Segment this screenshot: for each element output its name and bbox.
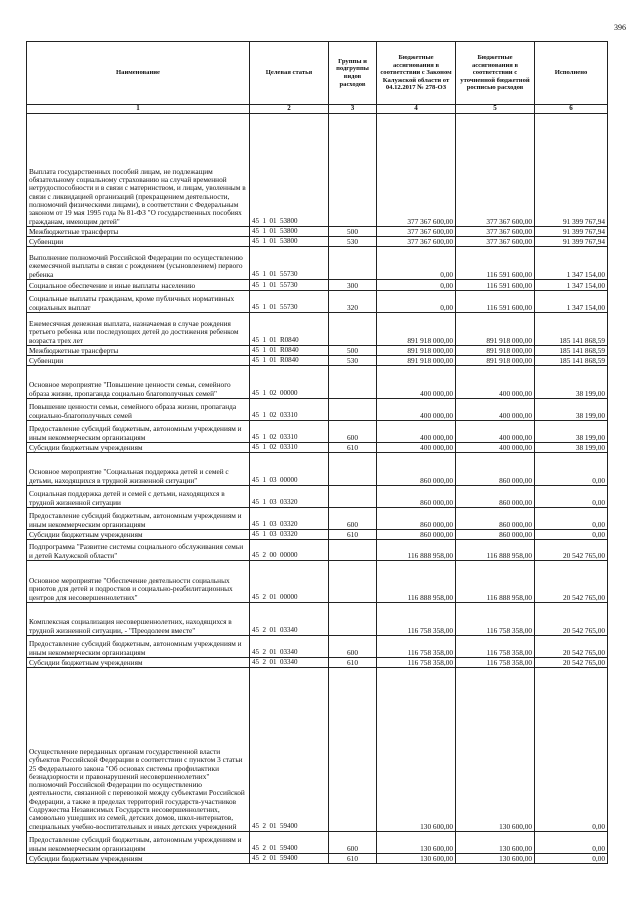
column-number: 3 [329, 105, 377, 114]
table-row [27, 291, 608, 313]
table-row [27, 421, 608, 443]
row-refined-allocation: 377 367 600,00 [456, 114, 535, 227]
row-target-article: 45 1 01 53800 [250, 237, 329, 247]
table-row [27, 356, 608, 366]
row-refined-allocation: 116 591 600,00 [456, 247, 535, 280]
row-executed: 185 141 868,59 [535, 346, 608, 356]
table-row [27, 227, 608, 237]
header-executed: Исполнено [535, 42, 608, 105]
row-expense-group: 600 [329, 421, 377, 443]
table-row [27, 114, 608, 227]
column-number: 6 [535, 105, 608, 114]
row-name: Предоставление субсидий бюджетным, автономным учреждениям и иным некоммерческим организациям [27, 421, 250, 443]
row-refined-allocation: 116 758 358,00 [456, 636, 535, 658]
row-executed: 0,00 [535, 453, 608, 486]
row-name: Ежемесячная денежная выплата, назначаемая в случае рождения третьего ребенка или последующих детей до достижения ребенком возраста трех лет [27, 313, 250, 346]
row-law-allocation: 860 000,00 [377, 486, 456, 508]
row-refined-allocation: 891 918 000,00 [456, 313, 535, 346]
row-target-article: 45 1 01 R0840 [250, 356, 329, 366]
row-executed: 1 347 154,00 [535, 291, 608, 313]
row-expense-group [329, 399, 377, 421]
column-number: 2 [250, 105, 329, 114]
row-name: Субсидии бюджетным учреждениям [27, 530, 250, 540]
row-name: Предоставление субсидий бюджетным, автономным учреждениям и иным некоммерческим организациям [27, 508, 250, 530]
column-number: 5 [456, 105, 535, 114]
header-law-allocations: Бюджетные ассигнования в соответствии с Законом Калужской области от 04.12.2017 № 278-ОЗ [377, 42, 456, 105]
row-refined-allocation: 116 758 358,00 [456, 603, 535, 636]
row-refined-allocation: 891 918 000,00 [456, 356, 535, 366]
table-row [27, 561, 608, 603]
row-law-allocation: 130 600,00 [377, 832, 456, 854]
table-row [27, 636, 608, 658]
row-target-article: 45 1 02 00000 [250, 366, 329, 399]
column-number: 1 [27, 105, 250, 114]
row-executed: 38 199,00 [535, 443, 608, 453]
row-executed: 1 347 154,00 [535, 247, 608, 280]
table-row [27, 247, 608, 280]
column-number: 4 [377, 105, 456, 114]
row-executed: 20 542 765,00 [535, 540, 608, 561]
table-row [27, 508, 608, 530]
row-law-allocation: 116 758 358,00 [377, 658, 456, 668]
row-target-article: 45 1 01 R0840 [250, 346, 329, 356]
row-expense-group [329, 453, 377, 486]
table-row [27, 854, 608, 864]
row-executed: 91 399 767,94 [535, 237, 608, 247]
table-row [27, 346, 608, 356]
row-name: Межбюджетные трансферты [27, 227, 250, 237]
row-target-article: 45 1 02 03310 [250, 421, 329, 443]
row-expense-group: 300 [329, 280, 377, 291]
row-target-article: 45 1 03 03320 [250, 530, 329, 540]
row-expense-group: 530 [329, 356, 377, 366]
row-refined-allocation: 116 591 600,00 [456, 291, 535, 313]
table-row [27, 668, 608, 832]
header-name: Наименование [27, 42, 250, 105]
row-law-allocation: 891 918 000,00 [377, 346, 456, 356]
row-executed: 20 542 765,00 [535, 561, 608, 603]
row-expense-group: 530 [329, 237, 377, 247]
table-row [27, 399, 608, 421]
row-name: Социальное обеспечение и иные выплаты населению [27, 280, 250, 291]
row-expense-group: 610 [329, 854, 377, 864]
row-name: Социальные выплаты гражданам, кроме публичных нормативных социальных выплат [27, 291, 250, 313]
row-name: Межбюджетные трансферты [27, 346, 250, 356]
row-name: Предоставление субсидий бюджетным, автономным учреждениям и иным некоммерческим организациям [27, 636, 250, 658]
row-refined-allocation: 860 000,00 [456, 453, 535, 486]
table-row [27, 280, 608, 291]
row-executed: 91 399 767,94 [535, 227, 608, 237]
row-name: Субсидии бюджетным учреждениям [27, 443, 250, 453]
row-name: Повышение ценности семьи, семейного образа жизни, пропаганда социально-благополучных семей [27, 399, 250, 421]
row-target-article: 45 1 03 03320 [250, 508, 329, 530]
row-law-allocation: 0,00 [377, 280, 456, 291]
table-row [27, 832, 608, 854]
row-executed: 0,00 [535, 508, 608, 530]
row-expense-group [329, 114, 377, 227]
table-row [27, 453, 608, 486]
row-executed: 1 347 154,00 [535, 280, 608, 291]
row-name: Субвенции [27, 356, 250, 366]
table-row [27, 540, 608, 561]
row-executed: 20 542 765,00 [535, 658, 608, 668]
row-law-allocation: 400 000,00 [377, 399, 456, 421]
row-law-allocation: 377 367 600,00 [377, 114, 456, 227]
row-refined-allocation: 116 591 600,00 [456, 280, 535, 291]
row-law-allocation: 116 888 958,00 [377, 540, 456, 561]
row-target-article: 45 1 01 55730 [250, 291, 329, 313]
row-refined-allocation: 400 000,00 [456, 399, 535, 421]
row-expense-group [329, 366, 377, 399]
table-row [27, 530, 608, 540]
row-executed: 20 542 765,00 [535, 636, 608, 658]
row-law-allocation: 891 918 000,00 [377, 313, 456, 346]
row-law-allocation: 130 600,00 [377, 854, 456, 864]
row-name: Субсидии бюджетным учреждениям [27, 854, 250, 864]
row-expense-group: 600 [329, 832, 377, 854]
row-executed: 38 199,00 [535, 421, 608, 443]
row-law-allocation: 116 758 358,00 [377, 636, 456, 658]
row-refined-allocation: 400 000,00 [456, 421, 535, 443]
row-refined-allocation: 116 888 958,00 [456, 540, 535, 561]
row-law-allocation: 130 600,00 [377, 668, 456, 832]
row-name: Выплата государственных пособий лицам, не подлежащим обязательному социальному страхованию на случай временной нетрудоспособности и в связи с материнством, и лицам, уволенным в связи с ликвидацией организаций (прекращением деятельности, полномочий физическими лицами), в соответствии с Федеральным законом от 19 мая 1995 года № 81-ФЗ "О государственных пособиях гражданам, имеющим детей" [27, 114, 250, 227]
row-law-allocation: 0,00 [377, 247, 456, 280]
row-expense-group [329, 603, 377, 636]
row-expense-group [329, 247, 377, 280]
row-law-allocation: 891 918 000,00 [377, 356, 456, 366]
row-law-allocation: 860 000,00 [377, 508, 456, 530]
row-expense-group: 610 [329, 443, 377, 453]
row-refined-allocation: 860 000,00 [456, 508, 535, 530]
row-target-article: 45 1 01 55730 [250, 280, 329, 291]
row-refined-allocation: 891 918 000,00 [456, 346, 535, 356]
row-executed: 185 141 868,59 [535, 313, 608, 346]
row-target-article: 45 2 01 59400 [250, 832, 329, 854]
row-law-allocation: 116 888 958,00 [377, 561, 456, 603]
row-law-allocation: 377 367 600,00 [377, 237, 456, 247]
row-executed: 0,00 [535, 668, 608, 832]
row-executed: 185 141 868,59 [535, 356, 608, 366]
row-executed: 20 542 765,00 [535, 603, 608, 636]
table-row [27, 366, 608, 399]
row-executed: 0,00 [535, 832, 608, 854]
row-name: Предоставление субсидий бюджетным, автономным учреждениям и иным некоммерческим организациям [27, 832, 250, 854]
row-expense-group: 600 [329, 508, 377, 530]
row-law-allocation: 116 758 358,00 [377, 603, 456, 636]
row-name: Основное мероприятие "Социальная поддержка детей и семей с детьми, находящихся в трудной жизненной ситуации" [27, 453, 250, 486]
row-refined-allocation: 400 000,00 [456, 366, 535, 399]
row-name: Выполнение полномочий Российской Федерации по осуществлению ежемесячной выплаты в связи с рождением (усыновлением) первого ребенка [27, 247, 250, 280]
row-expense-group: 500 [329, 227, 377, 237]
row-expense-group: 320 [329, 291, 377, 313]
header-refined-allocations: Бюджетные ассигнования в соответствии с уточненной бюджетной росписью расходов [456, 42, 535, 105]
row-expense-group: 600 [329, 636, 377, 658]
row-refined-allocation: 130 600,00 [456, 854, 535, 864]
row-target-article: 45 1 03 00000 [250, 453, 329, 486]
row-refined-allocation: 377 367 600,00 [456, 237, 535, 247]
row-executed: 0,00 [535, 530, 608, 540]
row-target-article: 45 2 01 03340 [250, 658, 329, 668]
header-row [27, 42, 608, 105]
row-name: Основное мероприятие "Повышение ценности семьи, семейного образа жизни, пропаганда социально благополучных семей" [27, 366, 250, 399]
row-name: Субвенции [27, 237, 250, 247]
table-row [27, 658, 608, 668]
row-name: Комплексная социализация несовершеннолетних, находящихся в трудной жизненной ситуации, - "Преодолеем вместе" [27, 603, 250, 636]
row-name: Социальная поддержка детей и семей с детьми, находящихся в трудной жизненной ситуации [27, 486, 250, 508]
row-refined-allocation: 116 888 958,00 [456, 561, 535, 603]
row-target-article: 45 1 03 03320 [250, 486, 329, 508]
row-expense-group [329, 540, 377, 561]
row-law-allocation: 860 000,00 [377, 453, 456, 486]
row-target-article: 45 1 01 R0840 [250, 313, 329, 346]
row-expense-group [329, 668, 377, 832]
row-name: Основное мероприятие "Обеспечение деятельности социальных приютов для детей и подростков и социально-реабилитационных центров для несовершеннолетних" [27, 561, 250, 603]
row-law-allocation: 400 000,00 [377, 366, 456, 399]
header-target-article: Целевая статья [250, 42, 329, 105]
row-expense-group: 610 [329, 658, 377, 668]
row-executed: 38 199,00 [535, 366, 608, 399]
row-target-article: 45 1 01 55730 [250, 247, 329, 280]
row-target-article: 45 1 01 53800 [250, 114, 329, 227]
row-target-article: 45 2 01 03340 [250, 603, 329, 636]
row-executed: 0,00 [535, 486, 608, 508]
row-target-article: 45 1 01 53800 [250, 227, 329, 237]
table-row [27, 603, 608, 636]
row-expense-group: 500 [329, 346, 377, 356]
row-refined-allocation: 130 600,00 [456, 668, 535, 832]
row-executed: 38 199,00 [535, 399, 608, 421]
row-expense-group [329, 561, 377, 603]
row-target-article: 45 2 00 00000 [250, 540, 329, 561]
row-expense-group [329, 313, 377, 346]
row-expense-group [329, 486, 377, 508]
row-law-allocation: 400 000,00 [377, 421, 456, 443]
table-row [27, 486, 608, 508]
budget-execution-table [26, 41, 608, 864]
row-target-article: 45 2 01 59400 [250, 668, 329, 832]
table-row [27, 237, 608, 247]
row-refined-allocation: 400 000,00 [456, 443, 535, 453]
row-target-article: 45 1 02 03310 [250, 443, 329, 453]
row-executed: 91 399 767,94 [535, 114, 608, 227]
row-name: Осуществление переданных органам государственной власти субъектов Российской Федерации в соответствии с пунктом 3 статьи 25 Федерального закона "Об основах системы профилактики безнадзорности и правонарушений несовершеннолетних" полномочий Российской Федерации по осуществлению деятельности, связанной с перевозкой между субъектами Российской Федерации, а также в пределах территорий государств-участников Содружества Независимых Государств несовершеннолетних, самовольно ушедших из семей, детских домов, школ-интернатов, специальных учебно-воспитательных и иных детских учреждений [27, 668, 250, 832]
table-row [27, 313, 608, 346]
page-number: 396 [614, 23, 626, 32]
row-target-article: 45 2 01 59400 [250, 854, 329, 864]
row-refined-allocation: 860 000,00 [456, 486, 535, 508]
row-target-article: 45 2 01 00000 [250, 561, 329, 603]
header-expense-groups: Группы и подгруппы видов расходов [329, 42, 377, 105]
table-row [27, 443, 608, 453]
row-name: Субсидии бюджетным учреждениям [27, 658, 250, 668]
row-target-article: 45 2 01 03340 [250, 636, 329, 658]
row-name: Подпрограмма "Развитие системы социального обслуживания семьи и детей Калужской области" [27, 540, 250, 561]
row-executed: 0,00 [535, 854, 608, 864]
row-refined-allocation: 130 600,00 [456, 832, 535, 854]
row-expense-group: 610 [329, 530, 377, 540]
row-refined-allocation: 860 000,00 [456, 530, 535, 540]
row-target-article: 45 1 02 03310 [250, 399, 329, 421]
row-law-allocation: 377 367 600,00 [377, 227, 456, 237]
row-refined-allocation: 377 367 600,00 [456, 227, 535, 237]
row-refined-allocation: 116 758 358,00 [456, 658, 535, 668]
row-law-allocation: 400 000,00 [377, 443, 456, 453]
row-law-allocation: 0,00 [377, 291, 456, 313]
column-number-row [27, 105, 608, 114]
row-law-allocation: 860 000,00 [377, 530, 456, 540]
